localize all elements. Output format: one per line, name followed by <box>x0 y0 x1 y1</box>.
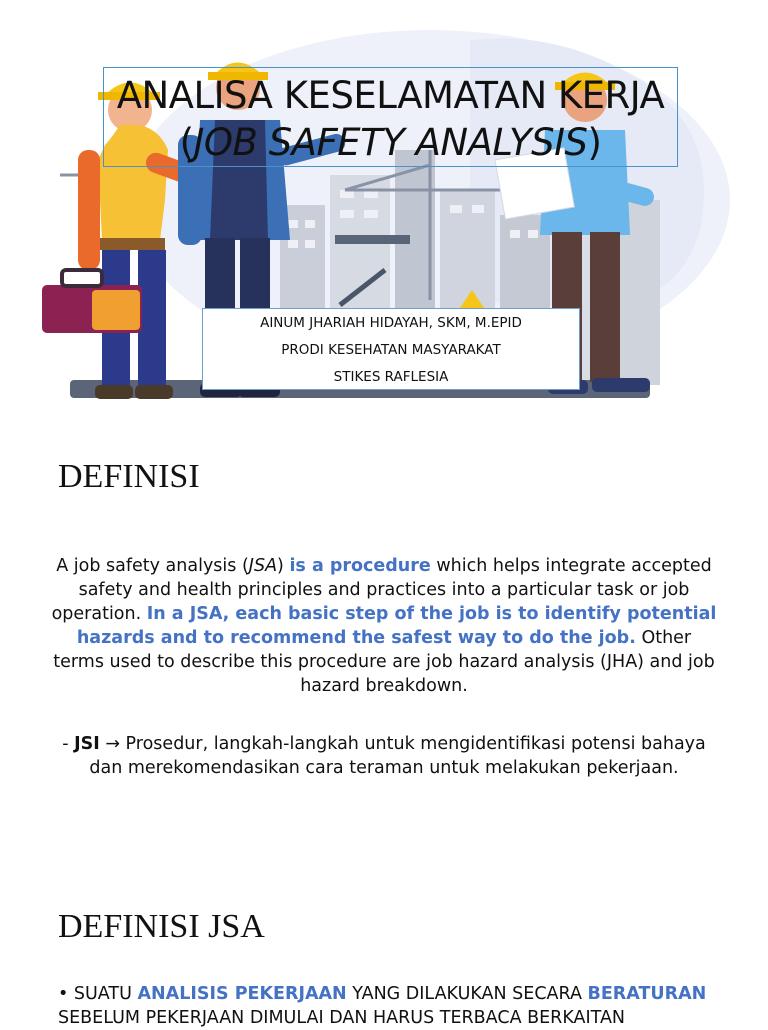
institution: STIKES RAFLESIA <box>333 369 449 385</box>
title-line-1: ANALISA KESELAMATAN KERJA <box>116 74 665 117</box>
text-run-italic: JSA <box>248 556 278 576</box>
text-run: SEBELUM PEKERJAAN DIMULAI DAN HARUS TERBACA BERKAITAN <box>58 1008 626 1028</box>
slide-title <box>103 67 678 167</box>
text-run: YANG DILAKUKAN SECARA <box>346 984 588 1004</box>
definition-paragraph-id <box>50 732 718 780</box>
title-line-2 <box>104 121 677 165</box>
text-run: which helps integrate accepted safety and health principles and practices into a particular task or job operation. <box>51 556 712 624</box>
definition-paragraph-en <box>50 554 718 698</box>
slide-heading: DEFINISI JSA <box>58 908 265 945</box>
highlight-text: BERATURAN <box>587 984 707 1004</box>
arrow-icon: → <box>99 734 126 754</box>
text-run: A job safety analysis ( <box>56 556 249 576</box>
study-program: PRODI KESEHATAN MASYARAKAT <box>281 342 501 358</box>
title-slide <box>0 0 768 432</box>
author-name: AINUM JHARIAH HIDAYAH, SKM, M.EPID <box>260 315 522 331</box>
bullet-item <box>58 982 718 1030</box>
highlight-text: In a JSA, each basic step of the job is to identify potential hazards and to recommend the safest way to do the job. <box>76 604 717 648</box>
text-run: SUATU <box>73 984 138 1004</box>
text-run: - <box>62 734 75 754</box>
title-paren-close: ) <box>587 121 602 164</box>
highlight-text: ANALISIS PEKERJAAN <box>137 984 347 1004</box>
text-run: ) <box>277 556 290 576</box>
text-run: Other terms used to describe this procedure are job hazard analysis (JHA) and job hazard breakdown. <box>53 628 715 696</box>
bullet-icon: • <box>58 984 74 1004</box>
definition-slide <box>0 432 768 864</box>
slide-heading: DEFINISI <box>58 458 200 495</box>
author-info-box <box>202 308 580 390</box>
title-paren-open: ( <box>179 121 194 164</box>
title-italic-text: JOB SAFETY ANALYSIS <box>193 121 588 164</box>
definition-jsa-slide <box>0 864 768 1028</box>
term-jsi: JSI <box>74 734 100 754</box>
highlight-text: is a procedure <box>289 556 431 576</box>
text-run: Prosedur, langkah-langkah untuk mengidentifikasi potensi bahaya dan merekomendasikan cara teraman untuk melakukan pekerjaan. <box>89 734 706 778</box>
